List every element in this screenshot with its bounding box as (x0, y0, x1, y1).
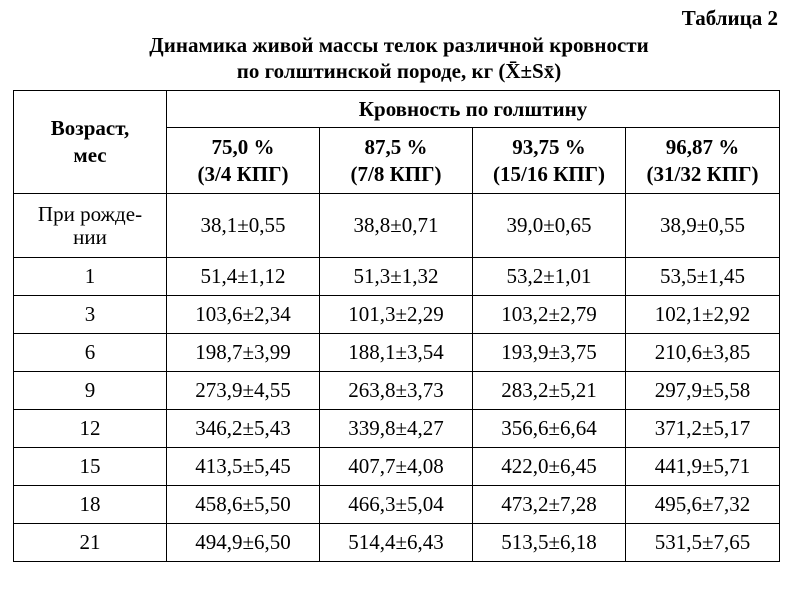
column-header-pct: 87,5 % (364, 134, 428, 159)
age-header-line-2: мес (73, 143, 107, 167)
column-header (167, 128, 320, 194)
table-row (14, 524, 780, 562)
value-cell: 283,2±5,21 (473, 372, 626, 410)
table-row (14, 448, 780, 486)
value-cell: 346,2±5,43 (167, 410, 320, 448)
column-header-fraction: (31/32 КПГ) (646, 161, 759, 186)
value-cell: 494,9±6,50 (167, 524, 320, 562)
value-cell: 198,7±3,99 (167, 334, 320, 372)
age-cell-line-2: нии (73, 224, 107, 249)
value-cell: 273,9±4,55 (167, 372, 320, 410)
value-cell: 39,0±0,65 (473, 194, 626, 258)
value-cell: 51,3±1,32 (320, 258, 473, 296)
data-table (13, 90, 780, 562)
table-row (14, 372, 780, 410)
table-row (14, 486, 780, 524)
column-header-fraction: (7/8 КПГ) (350, 161, 442, 186)
value-cell: 473,2±7,28 (473, 486, 626, 524)
table-row (14, 194, 780, 258)
value-cell: 101,3±2,29 (320, 296, 473, 334)
table-row (14, 334, 780, 372)
column-header-fraction: (15/16 КПГ) (493, 161, 605, 186)
age-cell: 3 (14, 296, 167, 334)
value-cell: 422,0±6,45 (473, 448, 626, 486)
value-cell: 38,9±0,55 (626, 194, 780, 258)
column-header-pct: 75,0 % (211, 134, 275, 159)
table-title (0, 32, 798, 84)
column-header (626, 128, 780, 194)
value-cell: 297,9±5,58 (626, 372, 780, 410)
value-cell: 38,1±0,55 (167, 194, 320, 258)
age-cell: 21 (14, 524, 167, 562)
age-cell-line-1: При рожде- (37, 201, 143, 226)
value-cell: 495,6±7,32 (626, 486, 780, 524)
value-cell: 53,5±1,45 (626, 258, 780, 296)
value-cell: 263,8±3,73 (320, 372, 473, 410)
value-cell: 193,9±3,75 (473, 334, 626, 372)
value-cell: 53,2±1,01 (473, 258, 626, 296)
value-cell: 441,9±5,71 (626, 448, 780, 486)
table-title-line-2: по голштинской породе, кг (X̄±Sx̄) (236, 59, 562, 83)
value-cell: 103,2±2,79 (473, 296, 626, 334)
value-cell: 188,1±3,54 (320, 334, 473, 372)
column-header-pct: 96,87 % (665, 134, 740, 159)
age-cell: 12 (14, 410, 167, 448)
value-cell: 513,5±6,18 (473, 524, 626, 562)
column-header-pct: 93,75 % (512, 134, 586, 159)
value-cell: 514,4±6,43 (320, 524, 473, 562)
value-cell: 413,5±5,45 (167, 448, 320, 486)
value-cell: 466,3±5,04 (320, 486, 473, 524)
age-cell (14, 194, 167, 258)
age-cell: 1 (14, 258, 167, 296)
value-cell: 356,6±6,64 (473, 410, 626, 448)
column-header (320, 128, 473, 194)
column-header (473, 128, 626, 194)
age-header-line-1: Возраст, (50, 116, 130, 140)
group-header: Кровность по голштину (167, 91, 780, 128)
value-cell: 458,6±5,50 (167, 486, 320, 524)
age-column-header (14, 91, 167, 194)
value-cell: 531,5±7,65 (626, 524, 780, 562)
value-cell: 371,2±5,17 (626, 410, 780, 448)
value-cell: 407,7±4,08 (320, 448, 473, 486)
age-cell: 15 (14, 448, 167, 486)
value-cell: 103,6±2,34 (167, 296, 320, 334)
value-cell: 210,6±3,85 (626, 334, 780, 372)
table-row (14, 258, 780, 296)
value-cell: 51,4±1,12 (167, 258, 320, 296)
age-cell: 18 (14, 486, 167, 524)
table-title-line-1: Динамика живой массы телок различной кровности (149, 33, 649, 57)
table-row (14, 410, 780, 448)
age-cell: 6 (14, 334, 167, 372)
header-row-group (14, 91, 780, 128)
age-cell: 9 (14, 372, 167, 410)
table-row (14, 296, 780, 334)
value-cell: 339,8±4,27 (320, 410, 473, 448)
value-cell: 38,8±0,71 (320, 194, 473, 258)
column-header-fraction: (3/4 КПГ) (197, 161, 289, 186)
table-label: Таблица 2 (681, 6, 778, 30)
value-cell: 102,1±2,92 (626, 296, 780, 334)
